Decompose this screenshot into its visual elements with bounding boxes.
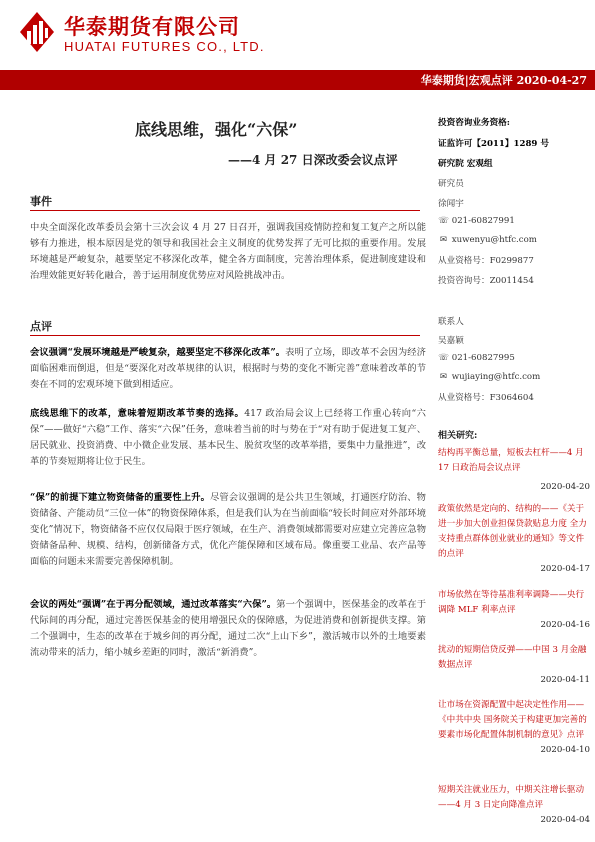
comment-paragraph-3 [30, 490, 426, 570]
related-item[interactable] [438, 502, 590, 574]
report-title: 底线思维，强化“六保” [135, 120, 298, 139]
phone-icon: ☏ [438, 216, 449, 226]
related-item[interactable] [438, 643, 590, 685]
email-text[interactable]: xuwenyu@htfc.com [451, 235, 537, 245]
paragraph-body: 第一个强调中，医保基金的改革在于代际间的再分配，通过完善医保基金的使用增强民众的保障感，为促进消费和创新提供支撑。第二个强调中，生态的改革在于城乡间的再分配，通过二次“上山下乡”，激活城市以外的土地要素流动带来的活力，缩小城乡差距的同时，激活“新消费”。 [30, 599, 426, 658]
contact-cert: 从业资格号：F3064604 [438, 393, 534, 403]
paragraph-body: 417 政治局会议上已经将工作重心转向“六保”——做好“六稳”工作、落实“六保”任务，意味着当前的时与势在于“对有助于促进复工复产、居民就业、投资消费、中小微企业发展、基本民生、脱贫攻坚的改革举措，要集中力量推进”，改革的节奏短期将让位于民生。 [30, 408, 426, 467]
event-paragraph: 中央全面深化改革委员会第十三次会议 4 月 27 日召开，强调我国疫情防控和复工复产之所以能够有力推进，根本原因是党的领导和我国社会主义制度的优势发挥了无可比拟的重要作用。发展环境越是严峻复杂，越要坚定不移深化改革，健全各方面制度，完善治理体系，促进制度建设和治理效能更好转化融合，善于运用制度优势应对风险挑战冲击。 [30, 222, 426, 281]
contact-name: 吴嘉颖 [438, 336, 464, 346]
related-item-title[interactable]: 短期关注就业压力，中期关注增长驱动——4 月 3 日定向降准点评 [438, 785, 585, 810]
company-logo-icon [20, 12, 54, 52]
email-icon: ✉ [439, 372, 448, 382]
company-name-en: HUATAI FUTURES CO., LTD. [64, 39, 265, 54]
related-item[interactable] [438, 446, 590, 492]
role-label: 研究员 [438, 179, 464, 189]
contact-label: 联系人 [438, 317, 464, 327]
analyst-phone [438, 216, 515, 226]
qualification-number: 证监许可【2011】1289 号 [438, 139, 549, 149]
paragraph-lead: “保”的前提下建立物资储备的重要性上升。 [30, 492, 210, 503]
related-item-date: 2020-04-17 [540, 564, 590, 574]
phone-text: 021-60827995 [451, 353, 515, 363]
related-item-title[interactable]: 政策依然是定向的、结构的——《关于进一步加大创业担保贷款贴息力度 全力支持重点群体创业就业的通知》等文件的点评 [438, 504, 587, 559]
analyst-advisory-cert: 投资咨询号：Z0011454 [438, 276, 534, 286]
analyst-email[interactable] [438, 235, 537, 245]
related-item-title[interactable]: 让市场在资源配置中起决定性作用——《中共中央 国务院关于构建更加完善的要素市场化配置体制机制的意见》点评 [438, 700, 587, 740]
related-item[interactable] [438, 783, 590, 825]
related-item-title[interactable]: 扰动的短期信贷反弹——中国 3 月金融数据点评 [438, 645, 587, 670]
related-item-date: 2020-04-20 [540, 482, 590, 492]
contact-email[interactable] [438, 372, 540, 382]
company-name-cn: 华泰期货有限公司 [64, 15, 240, 39]
analyst-cert: 从业资格号：F0299877 [438, 256, 534, 266]
paragraph-lead: 底线思维下的改革，意味着短期改革节奏的选择。 [30, 408, 245, 419]
contact-phone [438, 353, 515, 363]
related-item-date: 2020-04-04 [540, 815, 590, 825]
qualification-title: 投资咨询业务资格: [438, 118, 510, 128]
comment-paragraph-1 [30, 345, 426, 393]
paragraph-body: 表明了立场，即改革不会因为经济面临困难而倒退，但是“要深化对改革规律的认识，根据时与势的变化不断完善”意味着改革的节奏在不同的宏观环境下做到相适应。 [30, 347, 426, 390]
paragraph-lead: 会议的两处“强调”在于再分配领域，通过改革落实“六保”。 [30, 599, 277, 610]
related-item-title[interactable]: 市场依然在等待基准利率调降——央行调降 MLF 利率点评 [438, 590, 585, 615]
comment-paragraph-4 [30, 597, 426, 661]
email-icon: ✉ [439, 235, 448, 245]
report-subtitle: ——4 月 27 日深改委会议点评 [228, 153, 398, 167]
related-research-heading: 相关研究: [438, 431, 478, 441]
analyst-name: 徐闻宇 [438, 199, 464, 209]
department: 研究院 宏观组 [438, 159, 493, 169]
section-divider [30, 210, 420, 211]
related-item[interactable] [438, 698, 590, 755]
phone-icon: ☏ [438, 353, 449, 363]
phone-text: 021-60827991 [451, 216, 515, 226]
related-item-title[interactable]: 结构再平衡总量，短板去杠杆——4 月 17 日政治局会议点评 [438, 448, 584, 473]
related-item-date: 2020-04-11 [540, 675, 590, 685]
section-comment-heading: 点评 [30, 320, 52, 333]
section-event-heading: 事件 [30, 195, 52, 208]
section-divider [30, 335, 420, 336]
related-item-date: 2020-04-16 [540, 620, 590, 630]
comment-paragraph-2 [30, 406, 426, 470]
paragraph-body: 尽管会议强调的是公共卫生领域，打通医疗防治、物资储备、产能动员“三位一体”的物资保障体系，但是我们认为在当前面临“较长时间应对外部环境变化”情况下，物资储备不应仅仅局限于医疗领域，在生产、消费领域都需要对应建立完善应急物资储备品种、规模、结构，创新储备方式，优化产能保障和区域布局。像重要工业品、农产品等面临的问题未来需要完善保障机制。 [30, 492, 426, 567]
report-type-date: 华泰期货|宏观点评 2020-04-27 [420, 74, 587, 87]
header-bar [0, 70, 595, 90]
related-item[interactable] [438, 588, 590, 630]
email-text[interactable]: wujiaying@htfc.com [451, 372, 541, 382]
related-item-date: 2020-04-10 [540, 745, 590, 755]
paragraph-lead: 会议强调“发展环境越是严峻复杂，越要坚定不移深化改革”。 [30, 347, 286, 358]
